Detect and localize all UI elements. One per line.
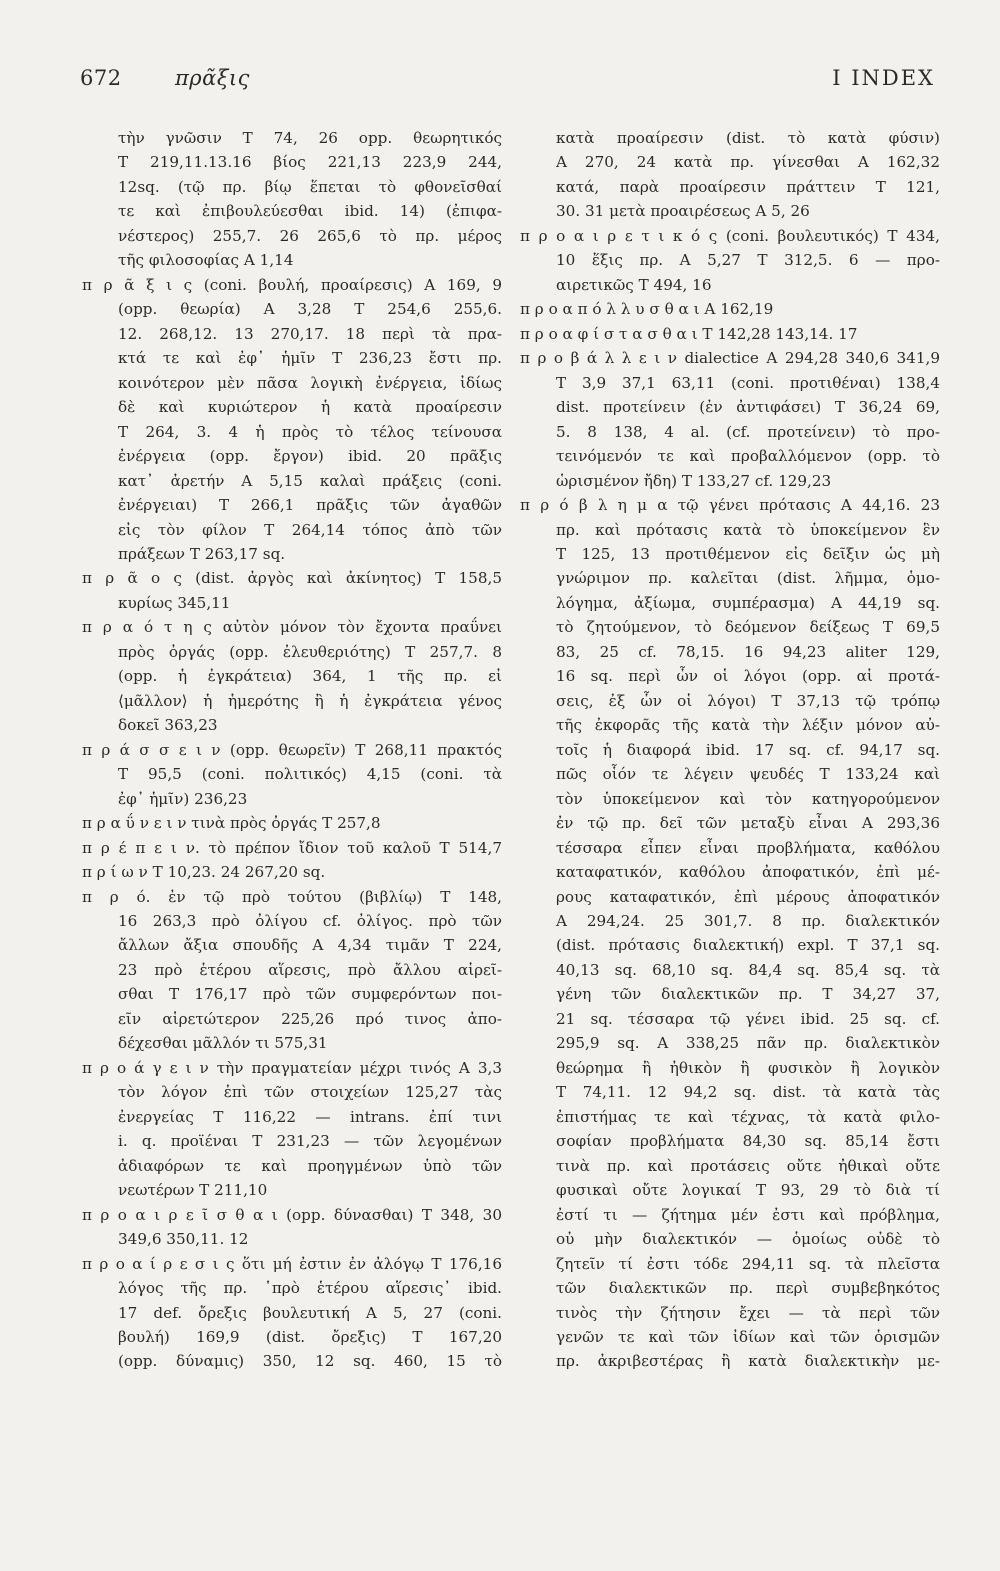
- index-line: π ρ ά σ σ ε ι ν (opp. θεωρεῖν) T 268,11 πρακτός: [82, 740, 502, 759]
- index-line: τῆς ἐκφορᾶς τῆς κατὰ τὴν λέξιν μόνον αὐ-: [556, 716, 940, 735]
- index-line: T 219,11.13.16 βίος 221,13 223,9 244,: [118, 153, 502, 172]
- index-line: σεις, ἐξ ὧν οἱ λόγοι) T 37,13 τῷ τρόπῳ: [556, 691, 940, 710]
- index-line: δέχεσθαι μᾶλλόν τι 575,31: [118, 1034, 328, 1053]
- index-line: ἐνεργείας T 116,22 — intrans. ἐπί τινι: [118, 1107, 502, 1126]
- index-line: τινὸς τὴν ζήτησιν ἔχει — τὰ περὶ τῶν: [556, 1303, 940, 1322]
- index-line: τέσσαρα εἶπεν εἶναι προβλήματα, καθόλου: [556, 838, 940, 857]
- index-line: 21 sq. τέσσαρα τῷ γένει ibid. 25 sq. cf.: [556, 1009, 940, 1028]
- index-line: λόγος τῆς πρ. ῾πρὸ ἑτέρου αἵρεσις᾽ ibid.: [118, 1279, 502, 1298]
- index-line: π ρ ό β λ η μ α τῷ γένει πρότασις A 44,16. 23: [520, 496, 940, 515]
- running-head: [80, 66, 935, 100]
- index-line: 83, 25 cf. 78,15. 16 94,23 aliter 129,: [556, 642, 940, 661]
- index-line: π ρ ό. ἐν τῷ πρὸ τούτου (βιβλίῳ) T 148,: [82, 887, 502, 906]
- index-line: 40,13 sq. 68,10 sq. 84,4 sq. 85,4 sq. τὰ: [556, 960, 940, 979]
- index-line: πρὸς ὀργάς (opp. ἐλευθεριότης) T 257,7. 8: [118, 642, 502, 661]
- index-line: T 125, 13 προτιθέμενον εἰς δεῖξιν ὡς μὴ: [556, 544, 940, 563]
- index-line: T 95,5 (coni. πολιτικός) 4,15 (coni. τὰ: [118, 765, 502, 784]
- index-line: θεώρημα ἢ ἠθικὸν ἢ φυσικὸν ἢ λογικὸν: [556, 1058, 940, 1077]
- index-line: 16 sq. περὶ ὧν οἱ λόγοι (opp. αἱ προτά-: [556, 667, 940, 686]
- index-line: T 264, 3. 4 ἡ πρὸς τὸ τέλος τείνουσα: [118, 422, 502, 441]
- index-line: πράξεων T 263,17 sq.: [118, 544, 286, 563]
- index-line: ἐνέργεια (opp. ἔργον) ibid. 20 πρᾶξις: [118, 447, 502, 466]
- index-line: εἰς τὸν φίλον T 264,14 τόπος ἀπὸ τῶν: [118, 520, 502, 539]
- index-line: 12sq. (τῷ πρ. βίῳ ἕπεται τὸ φθονεῖσθαί: [118, 177, 502, 196]
- index-line: 30. 31 μετὰ προαιρέσεως A 5, 26: [556, 202, 810, 221]
- index-line: κοινότερον μὲν πᾶσα λογικὴ ἐνέργεια, ἰδίως: [118, 373, 502, 392]
- index-line: πρ. ἀκριβεστέρας ἢ κατὰ διαλεκτικὴν με-: [556, 1352, 940, 1371]
- index-line: A 294,24. 25 301,7. 8 πρ. διαλεκτικόν: [556, 912, 940, 930]
- index-line: βουλή) 169,9 (dist. ὄρεξις) T 167,20: [118, 1327, 502, 1346]
- index-line: ζητεῖν τί ἐστι τόδε 294,11 sq. τὰ πλεῖστα: [556, 1254, 940, 1273]
- index-line: νέστερος) 255,7. 26 265,6 τὸ πρ. μέρος: [118, 226, 502, 245]
- index-line: τε καὶ ἐπιβουλεύεσθαι ibid. 14) (ἐπιφα-: [118, 202, 502, 221]
- left-column: [82, 126, 502, 1374]
- index-line: γένη τῶν διαλεκτικῶν πρ. T 34,27 37,: [556, 985, 940, 1004]
- right-column: [520, 126, 940, 1374]
- index-line: π ρ έ π ε ι ν. τὸ πρέπον ἴδιον τοῦ καλοῦ T 514,7: [82, 838, 502, 857]
- index-line: (dist. πρότασις διαλεκτική) expl. T 37,1 sq.: [556, 936, 940, 955]
- index-line: φυσικαὶ οὔτε λογικαί T 93, 29 τὸ διὰ τί: [556, 1181, 940, 1200]
- index-line: (opp. δύναμις) 350, 12 sq. 460, 15 τὸ: [118, 1352, 502, 1371]
- index-line: τοῖς ἡ διαφορά ibid. 17 sq. cf. 94,17 sq.: [556, 740, 940, 759]
- index-line: 349,6 350,11. 12: [118, 1230, 249, 1249]
- index-line: 5. 8 138, 4 al. (cf. προτείνειν) τὸ προ-: [556, 422, 940, 441]
- index-line: ἄλλων ἄξια σπουδῆς A 4,34 τιμᾶν T 224,: [118, 936, 502, 955]
- index-line: πῶς οἷόν τε λέγειν ψευδές T 133,24 καὶ: [556, 765, 940, 784]
- page-number: 672: [80, 66, 122, 90]
- index-line: τῶν διαλεκτικῶν πρ. περὶ συμβεβηκότος: [556, 1279, 940, 1298]
- index-line: π ρ ο α φ ί σ τ α σ θ α ι T 142,28 143,14. 17: [520, 324, 858, 343]
- running-keyword: πρᾶξις: [175, 66, 250, 90]
- index-line: ⟨μᾶλλον⟩ ἡ ἡμερότης ἢ ἡ ἐγκράτεια γένος: [118, 691, 502, 710]
- index-line: π ρ ο β ά λ λ ε ι ν dialectice A 294,28 340,6 341,9: [520, 349, 940, 368]
- index-line: ἐστί τι — ζήτημα μέν ἐστι καὶ πρόβλημα,: [556, 1205, 940, 1224]
- index-line: σοφίαν προβλήματα 84,30 sq. 85,14 ἔστι: [556, 1132, 940, 1151]
- index-line: τὸ ζητούμενον, τὸ δεόμενον δείξεως T 69,5: [556, 618, 940, 637]
- index-line: τεινόμενόν τε καὶ προβαλλόμενον (opp. τὸ: [556, 447, 940, 466]
- index-line: κυρίως 345,11: [118, 593, 231, 612]
- index-line: τὸν λόγον ἐπὶ τῶν στοιχείων 125,27 τὰς: [118, 1083, 502, 1102]
- index-line: T 3,9 37,1 63,11 (coni. προτιθέναι) 138,4: [556, 373, 940, 392]
- index-line: π ρ α ό τ η ς αὐτὸν μόνον τὸν ἔχοντα πραΰνει: [82, 618, 502, 637]
- index-line: 12. 268,12. 13 270,17. 18 περὶ τὰ πρα-: [118, 324, 502, 343]
- index-line: κατ᾽ ἀρετήν A 5,15 καλαὶ πράξεις (coni.: [118, 471, 502, 490]
- index-line: τινὰ πρ. καὶ προτάσεις οὔτε ἠθικαὶ οὔτε: [556, 1156, 940, 1175]
- index-line: 17 def. ὄρεξις βουλευτική A 5, 27 (coni.: [118, 1303, 502, 1322]
- index-line: κατά, παρὰ προαίρεσιν πράττειν T 121,: [556, 177, 940, 196]
- index-line: τῆς φιλοσοφίας A 1,14: [118, 251, 294, 270]
- index-line: ὡρισμένον ἤδη) T 133,27 cf. 129,23: [556, 471, 832, 490]
- index-line: 16 263,3 πρὸ ὀλίγου cf. ὀλίγος. πρὸ τῶν: [118, 912, 502, 930]
- index-line: δὲ καὶ κυριώτερον ἡ κατὰ προαίρεσιν: [118, 398, 502, 417]
- index-line: (opp. θεωρία) A 3,28 T 254,6 255,6.: [118, 300, 502, 319]
- index-line: οὐ μὴν διαλεκτικόν — ὁμοίως οὐδὲ τὸ: [556, 1230, 940, 1249]
- index-line: π ρ ί ω ν T 10,23. 24 267,20 sq.: [82, 863, 326, 882]
- index-line: π ρ ᾶ ο ς (dist. ἀργὸς καὶ ἀκίνητος) T 158,5: [82, 569, 502, 588]
- index-line: γενῶν τε καὶ τῶν ἰδίων καὶ τῶν ὁρισμῶν: [556, 1327, 940, 1346]
- index-line: εῖν αἱρετώτερον 225,26 πρό τινος ἀπο-: [118, 1009, 502, 1028]
- index-line: αιρετικῶς T 494, 16: [556, 275, 712, 294]
- index-line: T 74,11. 12 94,2 sq. dist. τὰ κατὰ τὰς: [556, 1083, 940, 1102]
- index-line: λόγημα, ἀξίωμα, συμπέρασμα) A 44,19 sq.: [556, 593, 940, 612]
- index-line: ἐφ᾽ ἡμῖν) 236,23: [118, 789, 248, 808]
- index-line: καταφατικόν, καθόλου ἀποφατικόν, ἐπὶ μέ-: [556, 863, 940, 882]
- index-line: ἀδιαφόρων τε καὶ προηγμένων ὑπὸ τῶν: [118, 1156, 502, 1175]
- index-line: ἐνέργειαι) T 266,1 πρᾶξις τῶν ἀγαθῶν: [118, 496, 502, 515]
- index-line: (opp. ἡ ἐγκράτεια) 364, 1 τῆς πρ. εἰ: [118, 667, 502, 686]
- index-line: ἐν τῷ πρ. δεῖ τῶν μεταξὺ εἶναι A 293,36: [556, 814, 940, 833]
- section-title: I INDEX: [832, 66, 935, 90]
- index-line: ρους καταφατικόν, ἐπὶ μέρους ἀποφατικόν: [556, 887, 940, 906]
- index-line: νεωτέρων T 211,10: [118, 1181, 268, 1200]
- index-line: γνώριμον πρ. καλεῖται (dist. λῆμμα, ὁμο-: [556, 569, 940, 588]
- index-line: κτά τε καὶ ἐφ᾽ ἡμῖν T 236,23 ἔστι πρ.: [118, 349, 502, 368]
- index-line: i. q. προϊέναι T 231,23 — τῶν λεγομένων: [118, 1132, 502, 1151]
- index-line: π ρ ο ά γ ε ι ν τὴν πραγματείαν μέχρι τινός A 3,3: [82, 1058, 502, 1077]
- index-line: dist. προτείνειν (ἐν ἀντιφάσει) T 36,24 69,: [556, 398, 940, 417]
- index-line: 23 πρὸ ἑτέρου αἵρεσις, πρὸ ἄλλου αἱρεῖ-: [118, 960, 502, 979]
- index-line: π ρ α ΰ ν ε ι ν τινὰ πρὸς ὀργάς T 257,8: [82, 814, 381, 833]
- index-line: π ρ ο α ι ρ ε ῖ σ θ α ι (opp. δύνασθαι) T 348, 30: [82, 1205, 502, 1224]
- index-line: σθαι T 176,17 πρὸ τῶν συμφερόντων ποι-: [118, 985, 502, 1004]
- index-line: τὸν ὑποκείμενον καὶ τὸν κατηγορούμενον: [556, 789, 940, 808]
- index-line: π ρ ο α ι ρ ε τ ι κ ό ς (coni. βουλευτικός) T 434,: [520, 226, 940, 245]
- index-line: τὴν γνῶσιν T 74, 26 opp. θεωρητικός: [118, 129, 502, 147]
- index-line: 295,9 sq. A 338,25 πᾶν πρ. διαλεκτικὸν: [556, 1034, 940, 1053]
- index-line: ἐπιστήμας τε καὶ τέχνας, τὰ κατὰ φιλο-: [556, 1107, 940, 1126]
- index-line: κατὰ προαίρεσιν (dist. τὸ κατὰ φύσιν): [556, 129, 940, 147]
- index-line: A 270, 24 κατὰ πρ. γίνεσθαι A 162,32: [556, 153, 940, 172]
- index-line: 10 ἕξις πρ. A 5,27 T 312,5. 6 — προ-: [556, 251, 940, 270]
- index-line: πρ. καὶ πρότασις κατὰ τὸ ὑποκείμενον ἓν: [556, 520, 940, 539]
- index-line: π ρ ο α ί ρ ε σ ι ς ὅτι μή ἐστιν ἐν ἀλόγῳ T 176,16: [82, 1254, 502, 1273]
- index-line: δοκεῖ 363,23: [118, 716, 218, 735]
- index-line: π ρ ᾶ ξ ι ς (coni. βουλή, προαίρεσις) A 169, 9: [82, 275, 502, 294]
- index-line: π ρ ο α π ό λ λ υ σ θ α ι A 162,19: [520, 300, 774, 319]
